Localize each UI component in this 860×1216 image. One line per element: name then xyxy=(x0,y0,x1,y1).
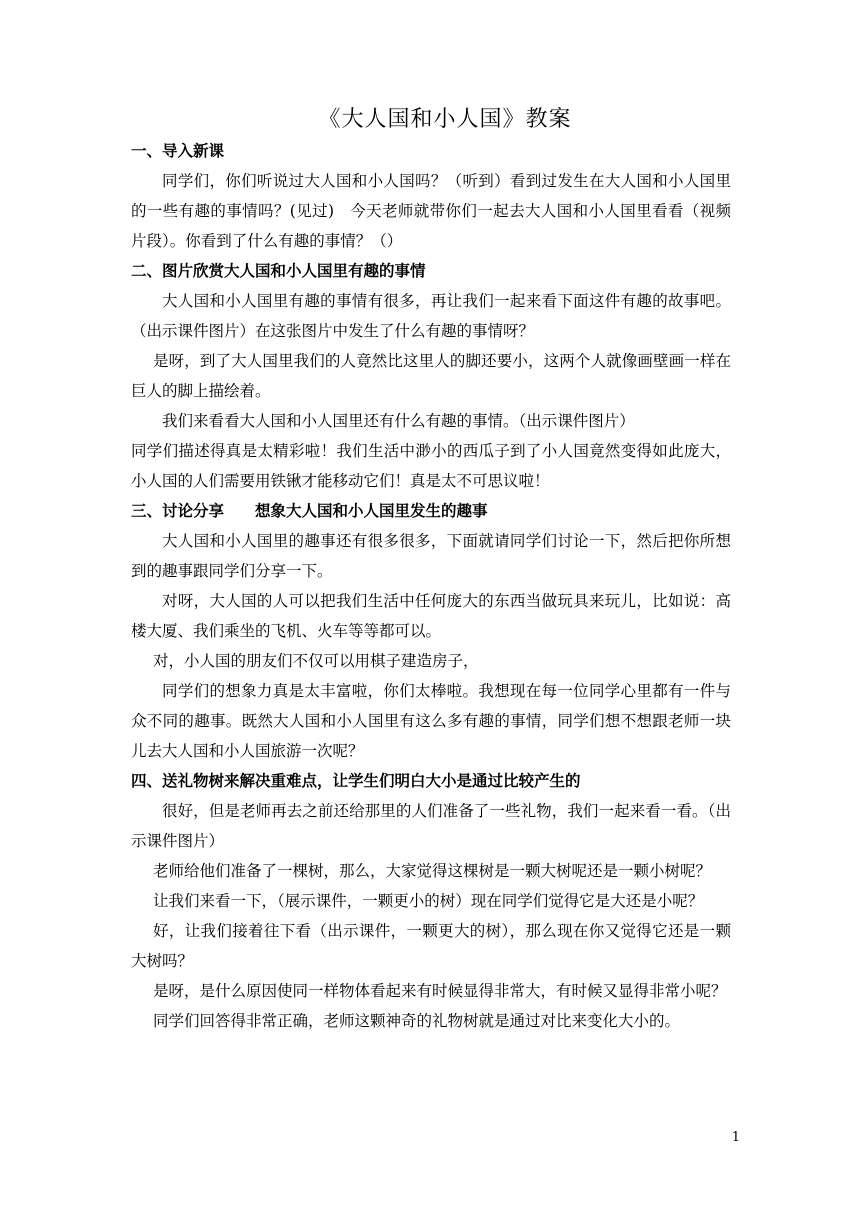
section-heading-4: 四、送礼物树来解决重难点，让学生们明白大小是通过比较产生的 xyxy=(131,772,581,790)
paragraph: 大人国和小人国里的趣事还有很多很多，下面就请同学们讨论一下，然后把你所想到的趣事跟同学们分享一下。 xyxy=(131,532,731,580)
section-heading-3: 三、讨论分享 想象大人国和小人国里发生的趣事 xyxy=(131,502,488,520)
section-heading-2: 二、图片欣赏大人国和小人国里有趣的事情 xyxy=(131,262,426,280)
paragraph: 是呀，到了大人国里我们的人竟然比这里人的脚还要小，这两个人就像画壁画一样在巨人的脚上描绘着。 xyxy=(131,352,731,400)
paragraph: 对呀，大人国的人可以把我们生活中任何庞大的东西当做玩具来玩儿，比如说：高楼大厦、我们乘坐的飞机、火车等等都可以。 xyxy=(131,592,731,640)
paragraph: 很好，但是老师再去之前还给那里的人们准备了一些礼物，我们一起来看一看。（出示课件图片） xyxy=(131,802,731,850)
document-title: 《大人国和小人国》教案 xyxy=(318,107,572,132)
paragraph: 对，小人国的朋友们不仅可以用棋子建造房子， xyxy=(153,652,479,670)
paragraph: 我们来看看大人国和小人国里还有什么有趣的事情。（出示课件图片） xyxy=(162,412,635,430)
paragraph: 同学们，你们听说过大人国和小人国吗？（听到）看到过发生在大人国和小人国里的一些有趣的事情吗？(见过) 今天老师就带你们一起去大人国和小人国里看看（视频片段）。你看到了什么有趣的事情？（） xyxy=(131,172,731,250)
section-heading-1: 一、导入新课 xyxy=(131,142,225,160)
paragraph: 老师给他们准备了一棵树，那么，大家觉得这棵树是一颗大树呢还是一颗小树呢？ xyxy=(153,862,712,880)
paragraph: 让我们来看一下，（展示课件，一颗更小的树）现在同学们觉得它是大还是小呢？ xyxy=(153,892,704,910)
paragraph: 大人国和小人国里有趣的事情有很多，再让我们一起来看下面这件有趣的故事吧。（出示课件图片）在这张图片中发生了什么有趣的事情呀？ xyxy=(131,292,731,340)
paragraph: 好，让我们接着往下看（出示课件，一颗更大的树），那么现在你又觉得它还是一颗大树吗？ xyxy=(131,922,731,970)
page-number: 1 xyxy=(731,1130,740,1145)
paragraph: 是呀，是什么原因使同一样物体看起来有时候显得非常大，有时候又显得非常小呢？ xyxy=(153,982,727,1000)
paragraph: 同学们回答得非常正确，老师这颗神奇的礼物树就是通过对比来变化大小的。 xyxy=(153,1012,681,1030)
paragraph: 同学们的想象力真是太丰富啦，你们太棒啦。我想现在每一位同学心里都有一件与众不同的趣事。既然大人国和小人国里有这么多有趣的事情，同学们想不想跟老师一块儿去大人国和小人国旅游一次呢？ xyxy=(131,682,731,760)
document-body xyxy=(131,136,731,1036)
paragraph: 同学们描述得真是太精彩啦！我们生活中渺小的西瓜子到了小人国竟然变得如此庞大，小人国的人们需要用铁锹才能移动它们！真是太不可思议啦！ xyxy=(131,442,731,490)
